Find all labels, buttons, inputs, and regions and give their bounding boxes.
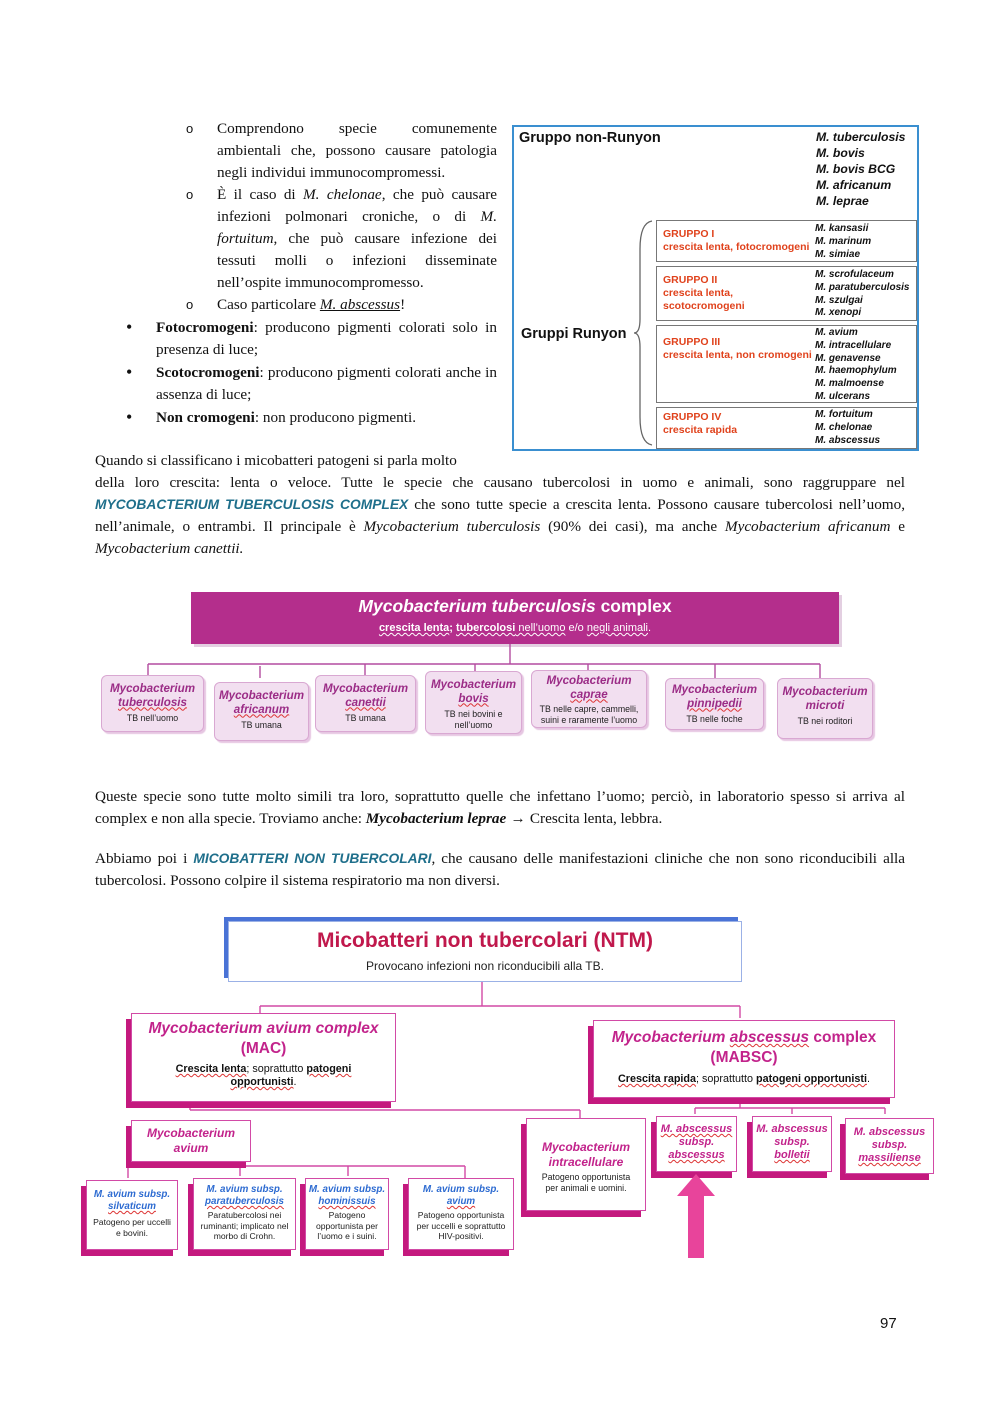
name-line: Mycobacterium	[541, 1140, 631, 1154]
mtc-title	[191, 596, 839, 617]
paragraph-text: della loro crescita: lenta o veloce. Tutte le specie che causano tubercolosi in uomo e animali, sono raggruppare nel	[95, 474, 905, 491]
desc-line: Patogeno opportunista	[417, 1210, 505, 1220]
arrow-icon: →	[506, 810, 530, 827]
ntm-title-box	[228, 921, 742, 982]
bullet-non-cromogeni	[95, 407, 497, 429]
sub-bullet-text: Comprendono specie comunemente ambientali che, possono causare patologia negli individui immunocompromessi.	[217, 120, 497, 181]
desc-line: Paratubercolosi nei	[207, 1210, 282, 1220]
species-item: M. scrofulaceum	[815, 269, 894, 280]
species-item: M. simiae	[815, 248, 861, 260]
mabsc-name	[594, 1029, 894, 1047]
bullet-term: Fotocromogeni	[156, 319, 254, 336]
subsp-desc	[306, 1210, 388, 1242]
bullet-marker: •	[126, 407, 133, 427]
name-line: tuberculosis	[118, 695, 187, 709]
paragraph-line: Quando si classificano i micobatteri patogeni si parla molto	[95, 452, 457, 469]
desc-part: Crescita rapida	[618, 1073, 697, 1085]
paragraph-text: Queste specie sono tutte molto simili tra loro, soprattutto quelle che infettano l’uomo; perciò, in laboratorio spesso si arriva al complex e non alla specie. Troviamo anche:	[95, 788, 905, 827]
mac-abbr: (MAC)	[240, 1040, 287, 1057]
bullet-scotocromogeni	[95, 362, 497, 406]
species-item: M. marinum	[815, 235, 872, 247]
runyon-label: Gruppi Runyon	[521, 326, 627, 342]
group-label-line: crescita lenta, non cromogeni	[663, 349, 812, 361]
subsp-name	[753, 1123, 831, 1162]
desc-line: TB nell’uomo	[126, 713, 179, 723]
group-label-line: GRUPPO I	[663, 228, 715, 240]
desc-part: ; soprattutto	[696, 1073, 757, 1085]
runyon-classification-table	[512, 125, 919, 451]
mabsc-abbr: (MABSC)	[710, 1049, 778, 1066]
desc-line: TB nelle foche	[686, 714, 743, 724]
group-label-line: scotocromogeni	[663, 300, 745, 312]
abscessus-subsp-abscessus	[656, 1116, 737, 1172]
runyon-group-2	[656, 266, 917, 321]
name-line: pinnipedii	[687, 696, 742, 710]
mtc-card-pinnipedii	[665, 678, 764, 730]
species-item: M. avium	[815, 327, 858, 338]
species-name: M. abscessus	[319, 296, 401, 313]
desc-line: opportunista per	[315, 1220, 379, 1231]
sub-bullet-text: !	[400, 296, 406, 313]
name-line: Mycobacterium	[782, 685, 868, 698]
group-label-line: crescita rapida	[663, 424, 738, 436]
curly-brace-icon	[632, 219, 656, 447]
species-item: M. chelonae	[815, 421, 873, 433]
name-line: paratuberculosis	[205, 1196, 284, 1207]
desc-line: nell’uomo	[454, 719, 493, 730]
non-runyon-species-list	[816, 129, 905, 209]
species-desc	[778, 716, 872, 727]
desc-line: TB umana	[345, 713, 386, 723]
species-item: M. szulgai	[815, 294, 863, 306]
name-line: M. abscessus	[756, 1123, 828, 1135]
species-item: M. leprae	[816, 194, 869, 208]
avium-subsp-silvaticum	[86, 1180, 178, 1250]
name-line: silvaticum	[108, 1201, 156, 1212]
bullet-term: Non cromogeni	[156, 409, 255, 426]
name-line: M. abscessus	[660, 1123, 733, 1135]
species-name	[102, 682, 203, 709]
species-item: M. paratuberculosis	[815, 281, 910, 293]
subtitle-part: e/o	[565, 622, 587, 634]
name-part: abscessus	[729, 1029, 810, 1046]
paragraph-text: Crescita lenta, lebbra.	[529, 810, 663, 827]
avium-subsp-hominissuis	[305, 1178, 389, 1250]
top-text-column	[95, 118, 497, 429]
desc-part: .	[293, 1076, 297, 1088]
species-desc	[666, 714, 763, 725]
bullet-marker: •	[126, 317, 133, 337]
species-name: Mycobacterium africanum	[724, 518, 891, 535]
intracellulare-name	[527, 1140, 645, 1170]
species-item: M. africanum	[816, 178, 892, 192]
subtitle-part: ;	[449, 622, 456, 634]
species-name	[778, 685, 872, 712]
desc-line: ruminanti; implicato nel	[200, 1220, 289, 1231]
species-item: M. fortuitum	[815, 409, 873, 420]
name-line: massiliense	[858, 1152, 921, 1164]
name-line: avium	[173, 1141, 209, 1155]
species-item: M. haemophylum	[815, 365, 897, 377]
sub-bullet-text: , che può causare infezione dei tessuti molli o infezioni disseminate nell’ospite immunocompromesso.	[217, 230, 497, 291]
species-name: M. fortuitum	[217, 208, 497, 247]
mabsc-box	[593, 1020, 895, 1098]
name-line: subsp.	[871, 1139, 908, 1151]
group-label-line: GRUPPO III	[663, 336, 721, 348]
desc-part: patogeni opportunisti	[756, 1073, 867, 1085]
sub-bullet-marker: o	[186, 121, 194, 136]
sub-bullet-text: , che può causare infezioni polmonari croniche, o di	[217, 186, 498, 225]
desc-line: TB nelle capre, cammelli,	[539, 704, 639, 714]
species-name	[316, 682, 415, 709]
page-number: 97	[880, 1315, 897, 1332]
species-item: M. tuberculosis	[816, 130, 906, 144]
paragraph-mtc-similarity	[95, 786, 905, 830]
group-label-line: GRUPPO II	[663, 274, 718, 286]
sub-bullet-text: Caso particolare	[217, 296, 320, 313]
name-part: complex	[809, 1029, 877, 1046]
name-line: Mycobacterium	[322, 682, 409, 695]
desc-part: .	[866, 1073, 870, 1085]
name-line: subsp.	[678, 1136, 715, 1148]
species-item: M. malmoense	[815, 378, 884, 390]
desc-line: per uccelli e soprattutto	[416, 1220, 506, 1231]
group-species	[815, 327, 897, 404]
desc-line: Patogeno	[328, 1210, 366, 1220]
name-line: bovis	[458, 691, 489, 705]
mtc-card-caprae	[531, 670, 647, 728]
species-item: M. xenopi	[815, 307, 862, 319]
name-line: hominissuis	[318, 1196, 376, 1207]
name-line: Mycobacterium	[218, 689, 305, 702]
name-line: africanum	[233, 702, 290, 716]
mac-box	[131, 1013, 396, 1102]
group-label-line: crescita lenta,	[663, 287, 734, 299]
arrow-up-icon	[675, 1172, 717, 1260]
bullet-text: : producono pigmenti colorati anche in assenza di luce;	[156, 364, 497, 403]
desc-line: TB nei roditori	[797, 716, 853, 726]
subsp-name	[657, 1123, 736, 1162]
species-name	[426, 678, 521, 705]
species-desc	[215, 720, 308, 731]
subsp-name	[409, 1184, 513, 1208]
runyon-group-1	[656, 220, 917, 262]
mtc-card-tuberculosis	[101, 675, 204, 732]
desc-line: morbo di Crohn.	[213, 1231, 276, 1241]
paragraph-text: , che causano delle manifestazioni cliniche che non sono riconducibili alla tubercolosi. Possono colpire il sistema respiratorio ma non diversi.	[95, 850, 905, 889]
group-species	[815, 269, 909, 320]
abscessus-subsp-massiliense	[845, 1118, 934, 1174]
desc-line: TB nei bovini e	[444, 709, 503, 719]
paragraph-text: che sono tutte specie a crescita lenta. Possono causare tubercolosi nell’uomo, nell’animale, o entrambi. Il principale è	[95, 496, 905, 535]
abscessus-subsp-bolletii	[752, 1116, 832, 1172]
name-line: intracellulare	[548, 1155, 624, 1169]
subsp-desc	[409, 1210, 513, 1242]
mac-desc	[132, 1063, 395, 1089]
non-runyon-label: Gruppo non-Runyon	[519, 130, 661, 146]
name-line: abscessus	[668, 1149, 725, 1161]
mabsc-desc	[594, 1073, 894, 1085]
intracellulare-desc	[527, 1172, 645, 1193]
mtc-card-bovis	[425, 671, 522, 734]
bullet-text: : non producono pigmenti.	[254, 409, 416, 426]
name-line: bolletii	[774, 1149, 810, 1161]
name-part: Mycobacterium	[611, 1029, 730, 1046]
mtc-card-microti	[777, 678, 873, 739]
subsp-name	[846, 1126, 933, 1165]
species-desc	[532, 704, 646, 725]
subsp-name	[306, 1184, 388, 1208]
species-desc	[426, 709, 521, 730]
avium-name	[132, 1126, 250, 1156]
subtitle-part: negli animali	[586, 622, 648, 634]
subtitle-part: nell’uomo	[515, 622, 566, 634]
ntm-subtitle: Provocano infezioni non riconducibili alla TB.	[366, 959, 604, 973]
species-name: Mycobacterium tuberculosis	[363, 518, 541, 535]
sub-bullet-3	[95, 294, 497, 316]
desc-line: per animali e uomini.	[545, 1182, 627, 1193]
group-label	[663, 336, 812, 362]
species-name: M. chelonae	[303, 186, 382, 203]
desc-part: patogeni	[306, 1063, 352, 1075]
mtc-title-italic: Mycobacterium tuberculosis	[358, 596, 596, 616]
species-name: Mycobacterium canettii.	[95, 540, 244, 557]
subsp-name	[194, 1184, 295, 1208]
avium-box	[131, 1120, 251, 1162]
desc-line: e bovini.	[115, 1227, 148, 1238]
avium-subsp-avium	[408, 1178, 514, 1250]
runyon-group-4	[656, 407, 917, 449]
paragraph-text: e	[890, 518, 905, 535]
species-item: M. intracellulare	[815, 339, 892, 351]
name-line: microti	[805, 698, 845, 712]
paragraph-mtc-intro	[95, 450, 905, 560]
name-line: Mycobacterium	[430, 678, 517, 691]
desc-part: ; soprattutto	[246, 1063, 307, 1075]
bullet-marker: •	[126, 362, 133, 382]
name-line: Mycobacterium	[671, 683, 758, 696]
mtc-diagram-header	[191, 592, 839, 644]
mac-name: Mycobacterium avium complex	[148, 1020, 379, 1037]
paragraph-text: (90% dei casi), ma anche	[540, 518, 725, 535]
sub-bullet-text: È il caso di	[217, 186, 304, 203]
mtc-subtitle	[191, 622, 839, 634]
species-item: M. kansasii	[815, 223, 869, 234]
name-line: subsp.	[774, 1136, 810, 1148]
name-line: avium	[446, 1196, 476, 1207]
name-line: canettii	[345, 695, 386, 709]
species-name	[666, 683, 763, 710]
group-label	[663, 411, 737, 437]
sub-bullet-marker: o	[186, 297, 194, 312]
bullet-fotocromogeni	[95, 317, 497, 361]
mtc-title-rest: complex	[595, 596, 672, 616]
desc-part: Crescita lenta	[175, 1063, 247, 1075]
paragraph-text: Abbiamo poi i	[95, 850, 194, 867]
subtitle-part: crescita lenta	[378, 622, 450, 634]
bullet-text: : producono pigmenti colorati solo in presenza di luce;	[156, 319, 497, 358]
sub-bullet-1	[95, 118, 497, 184]
name-line: Mycobacterium	[146, 1126, 236, 1140]
subsp-name	[87, 1189, 177, 1213]
name-line: M. avium subsp.	[308, 1184, 386, 1195]
subtitle-part: .	[648, 622, 652, 634]
species-item: M. abscessus	[815, 434, 881, 446]
group-label-line: GRUPPO IV	[663, 411, 722, 423]
group-label-line: crescita lenta, fotocromogeni	[663, 241, 810, 253]
species-item: M. bovis BCG	[816, 162, 896, 176]
name-line: Mycobacterium	[546, 674, 632, 687]
subsp-desc	[194, 1210, 295, 1242]
sub-bullet-2	[95, 184, 497, 294]
species-name: Mycobacterium leprae	[365, 810, 507, 827]
name-line: M. avium subsp.	[422, 1184, 500, 1195]
intracellulare-box	[526, 1118, 646, 1211]
ntm-title: Micobatteri non tubercolari (NTM)	[317, 929, 653, 952]
desc-line: suini e raramente l’uomo	[540, 714, 638, 725]
sub-bullet-marker: o	[186, 187, 194, 202]
desc-line: HIV-positivi.	[438, 1231, 484, 1241]
avium-subsp-paratuberculosis	[193, 1178, 296, 1250]
group-label	[663, 228, 809, 254]
species-name	[532, 674, 646, 701]
runyon-group-3	[656, 325, 917, 403]
species-desc	[102, 713, 203, 724]
mtc-card-canettii	[315, 675, 416, 732]
name-line: Mycobacterium	[109, 682, 196, 695]
paragraph-ntm-intro	[95, 848, 905, 892]
desc-line: TB umana	[241, 720, 282, 730]
name-line: M. avium subsp.	[206, 1184, 283, 1195]
group-species	[815, 409, 880, 447]
species-item: M. ulcerans	[815, 390, 871, 402]
group-species	[815, 223, 871, 261]
bullet-term: Scotocromogeni	[156, 364, 260, 381]
mtc-card-africanum	[214, 682, 309, 741]
desc-part: opportunisti	[230, 1076, 294, 1088]
name-line: M. avium subsp.	[93, 1189, 171, 1200]
species-name	[215, 689, 308, 716]
desc-line: Patogeno per uccelli	[93, 1217, 171, 1227]
group-label	[663, 274, 745, 313]
species-item: M. bovis	[816, 146, 865, 160]
name-line: M. abscessus	[853, 1126, 926, 1138]
highlight-term: MYCOBACTERIUM TUBERCULOSIS COMPLEX	[95, 497, 409, 512]
subtitle-part: tubercolosi	[456, 622, 516, 634]
name-line: caprae	[570, 687, 608, 701]
species-item: M. genavense	[815, 352, 881, 364]
desc-line: Patogeno opportunista	[541, 1172, 631, 1182]
subsp-desc	[87, 1217, 177, 1238]
highlight-term: MICOBATTERI NON TUBERCOLARI	[193, 851, 432, 866]
species-desc	[316, 713, 415, 724]
desc-line: l’uomo e i suini.	[317, 1231, 377, 1241]
